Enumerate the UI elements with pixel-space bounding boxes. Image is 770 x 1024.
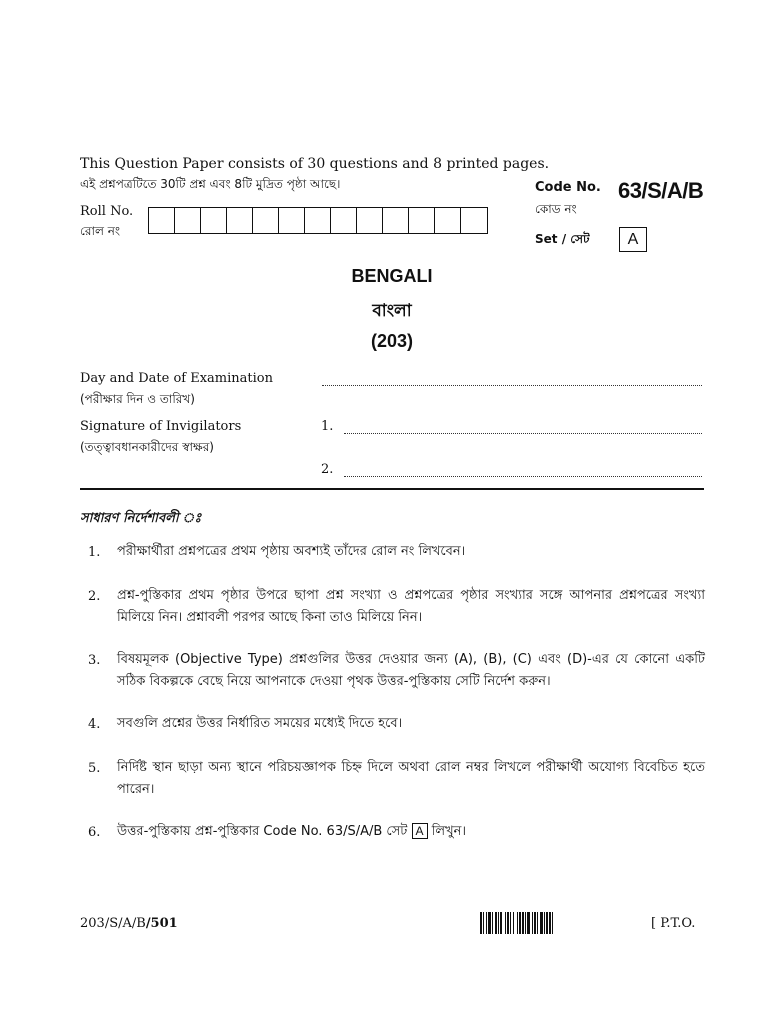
roll-digit-box[interactable] [435,208,461,233]
instruction-text: নির্দিষ্ট স্থান ছাড়া অন্য স্থানে পরিচয়জ্ঞাপক চিহ্ন দিলে অথবা রোল নম্বর লিখলে পরীক্ষার্থী অযোগ্য বিবেচিত হতে পারেন। [117,760,705,797]
invigilator-1-number: 1. [321,419,334,434]
instruction-text: পরীক্ষার্থীরা প্রশ্নপত্রের প্রথম পৃষ্ঠায় অবশ্যই তাঁদের রোল নং লিখবেন। [117,544,466,559]
set-inline-box: A [412,823,428,839]
invigilator-1-field[interactable] [344,433,702,434]
invigilator-2-number: 2. [321,462,334,477]
instruction-text: সবগুলি প্রশ্নের উত্তর নির্ধারিত সময়ের মধ্যেই দিতে হবে। [117,716,403,731]
instruction-text-after: লিখুন। [431,824,467,839]
roll-digit-box[interactable] [409,208,435,233]
instruction-number: 6. [88,825,101,840]
invigilator-label-bn: (তত্ত্বাবধানকারীদের স্বাক্ষর) [80,440,214,454]
instructions-heading: সাধারণ নির্দেশাবলী ঃ [80,511,202,526]
pages-info-bn: এই প্রশ্নপত্রটিতে 30টি প্রশ্ন এবং 8টি মুদ্রিত পৃষ্ঠা আছে। [80,177,341,191]
barcode [480,912,643,934]
instruction-number: 2. [88,589,101,604]
exam-date-label-bn: (পরীক্ষার দিন ও তারিখ) [80,392,195,406]
instruction-text: প্রশ্ন-পুস্তিকার প্রথম পৃষ্ঠার উপরে ছাপা প্রশ্ন সংখ্যা ও প্রশ্নপত্রের পৃষ্ঠার সংখ্যার সঙ্গে আপনার প্রশ্নপত্রের সংখ্যা মিলিয়ে নিন। প্রশ্নাবলী পরপর আছে কিনা তাও মিলিয়ে নিন। [117,588,705,625]
instruction-number: 4. [88,717,101,732]
roll-digit-box[interactable] [383,208,409,233]
instruction-number: 1. [88,545,101,560]
roll-digit-box[interactable] [305,208,331,233]
code-value: 63/S/A/B [618,178,704,203]
footer-code-bold: /501 [145,916,178,931]
instruction-text [117,821,705,843]
invigilator-2-field[interactable] [344,476,702,477]
instruction-text-before: উত্তর-পুস্তিকায় প্রশ্ন-পুস্তিকার Code No. 63/S/A/B সেট [117,824,408,839]
roll-digit-box[interactable] [227,208,253,233]
roll-digit-box[interactable] [279,208,305,233]
roll-no-label-bn: রোল নং [80,224,121,238]
divider-rule [80,488,704,490]
set-label: Set / সেট [535,232,590,246]
instruction-text: বিষয়মূলক (Objective Type) প্রশ্নগুলির উত্তর দেওয়ার জন্য (A), (B), (C) এবং (D)-এর যে কোনো একটি সঠিক বিকল্পকে বেছে নিয়ে আপনাকে দেওয়া পৃথক উত্তর-পুস্তিকায় সেটি নির্দেশ করুন। [117,652,705,689]
roll-digit-box[interactable] [357,208,383,233]
roll-digit-box[interactable] [175,208,201,233]
instruction-number: 5. [88,761,101,776]
subject-title-bn: বাংলা [372,301,412,321]
roll-digit-box[interactable] [253,208,279,233]
roll-no-label: Roll No. [80,204,134,219]
set-value-box: A [619,227,647,252]
code-no-label-bn: কোড নং [535,202,577,216]
footer-code-prefix: 203/S/A/B [80,916,146,931]
roll-digit-box[interactable] [461,208,487,233]
pages-info-en: This Question Paper consists of 30 questions and 8 printed pages. [80,156,550,172]
code-no-label: Code No. [535,180,601,195]
instruction-number: 3. [88,653,101,668]
footer-code [80,916,178,931]
exam-date-label: Day and Date of Examination [80,371,273,386]
roll-digit-box[interactable] [149,208,175,233]
invigilator-label: Signature of Invigilators [80,419,242,434]
subject-code: (203) [370,331,414,351]
roll-number-boxes[interactable] [148,207,488,234]
roll-digit-box[interactable] [331,208,357,233]
pto-label: [ P.T.O. [651,916,696,931]
subject-title-en: BENGALI [351,266,433,286]
roll-digit-box[interactable] [201,208,227,233]
exam-date-field[interactable] [322,385,702,386]
